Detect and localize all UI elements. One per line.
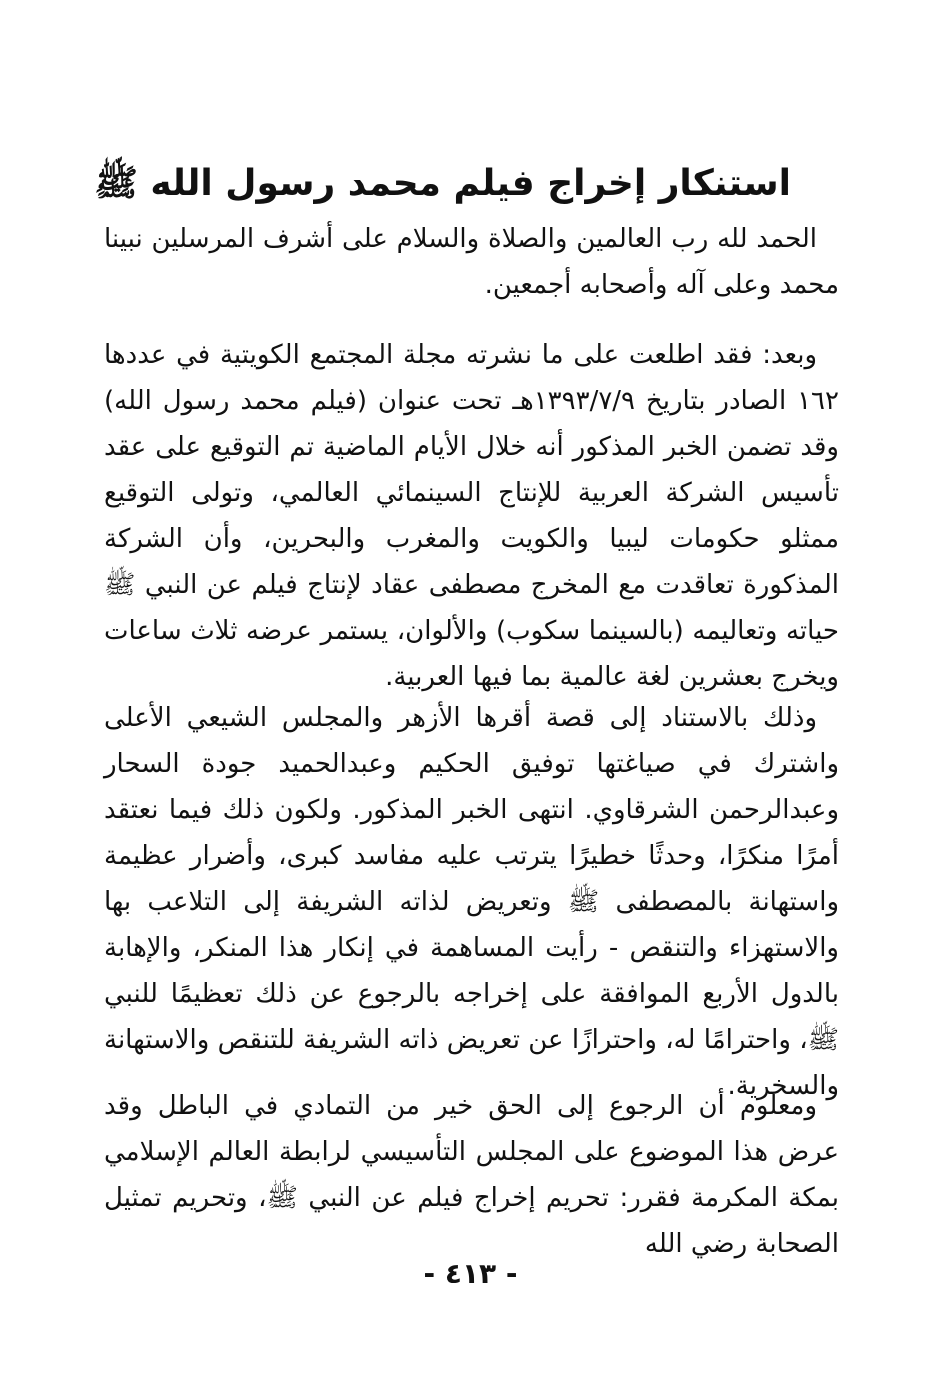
page-number: - ٤١٣ - [423, 1257, 518, 1290]
paragraph-text: ومعلوم أن الرجوع إلى الحق خير من التمادي في الباطل وقد عرض هذا الموضوع على المجلس التأسيسي لرابطة العالم الإسلامي بمكة المكرمة فقرر: تحريم إخراج فيلم عن النبي ﷺ، وتحريم تمثيل الصحابة رضي الله [104, 1091, 839, 1259]
paragraph-text: وبعد: فقد اطلعت على ما نشرته مجلة المجتمع الكويتية في عددها ١٦٢ الصادر بتاريخ ١٣٩٣/٧/٩هـ تحت عنوان (فيلم محمد رسول الله) وقد تضمن الخبر المذكور أنه خلال الأيام الماضية تم التوقيع على عقد تأسيس الشركة العربية للإنتاج السينمائي العالمي، وتولى التوقيع ممثلو حكومات ليبيا والكويت والمغرب والبحرين، وأن الشركة المذكورة تعاقدت مع المخرج مصطفى عقاد لإنتاج فيلم عن النبي ﷺ حياته وتعاليمه (بالسينما سكوب) والألوان، يستمر عرضه ثلاث ساعات ويخرج بعشرين لغة عالمية بما فيها العربية. [104, 340, 839, 692]
paragraph-news-report [104, 332, 839, 700]
page-title: استنكار إخراج فيلم محمد رسول الله ﷺ [94, 163, 791, 205]
paragraph-text: وذلك بالاستناد إلى قصة أقرها الأزهر والمجلس الشيعي الأعلى واشترك في صياغتها توفيق الحكيم وعبدالحميد جودة السحار وعبدالرحمن الشرقاوي. انتهى الخبر المذكور. ولكون ذلك فيما نعتقد أمرًا منكرًا، وحدثًا خطيرًا يترتب عليه مفاسد كبرى، وأضرار عظيمة واستهانة بالمصطفى ﷺ وتعريض لذاته الشريفة إلى التلاعب بها والاستهزاء والتنقص - رأيت المساهمة في إنكار هذا المنكر، والإهابة بالدول الأربع الموافقة على إخراجه بالرجوع عن ذلك تعظيمًا للنبي ﷺ، واحترامًا له، واحترازًا عن تعريض ذاته الشريفة للتنقص والاستهانة والسخرية. [104, 703, 839, 1101]
paragraph-objection [104, 695, 839, 1109]
paragraph-opening [104, 216, 839, 308]
paragraph-text: الحمد لله رب العالمين والصلاة والسلام على أشرف المرسلين نبينا محمد وعلى آله وأصحابه أجمعين. [104, 224, 839, 300]
paragraph-ruling [104, 1083, 839, 1267]
